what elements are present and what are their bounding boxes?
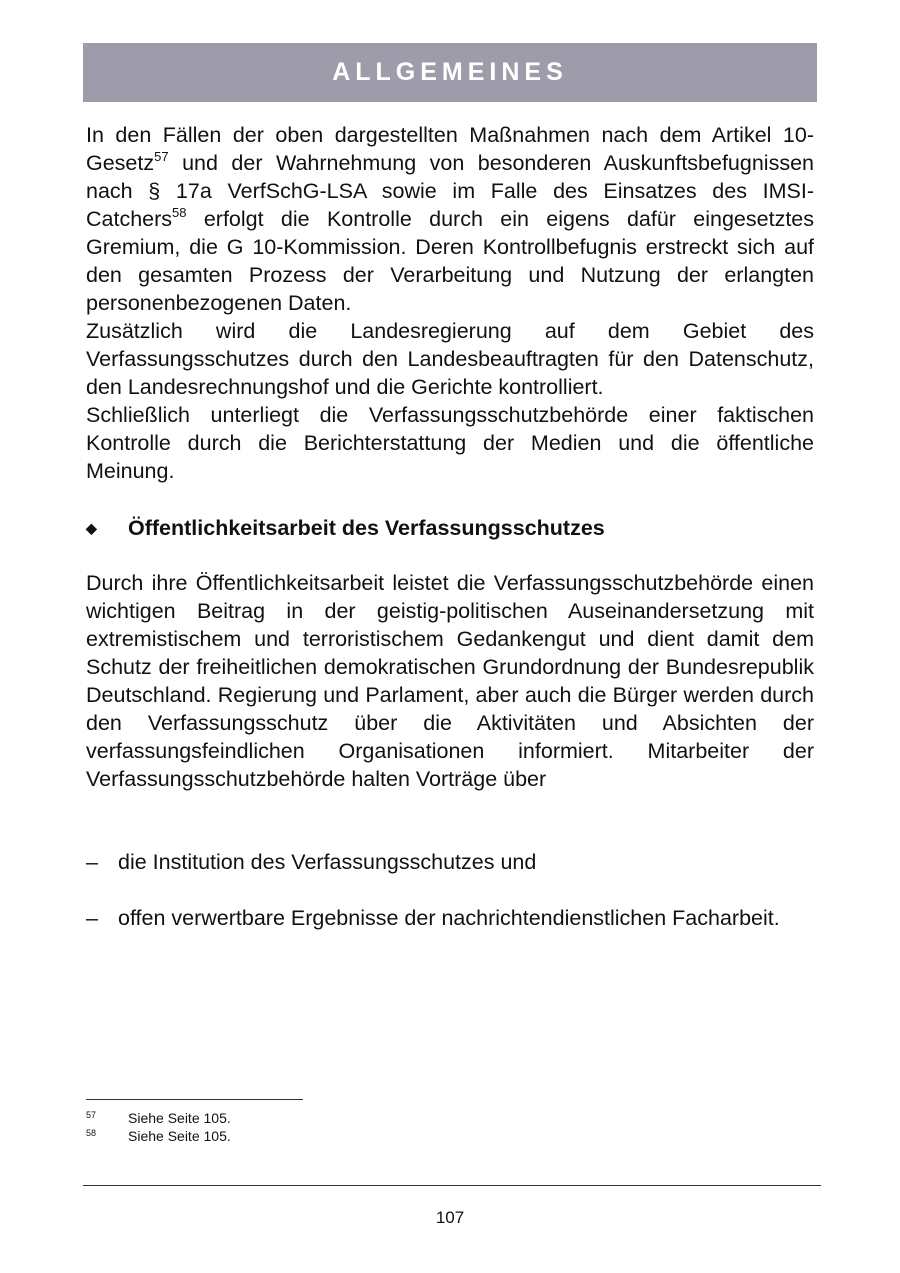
paragraph-text: erfolgt die Kontrolle durch ein eigens dafür eingesetztes Gremium, die G 10-Kommission. Deren Kontrollbefugnis erstreckt sich auf den gesamten Prozess der Verarbeitung und Nutzung der erlangten personenbezogenen Daten. [86, 207, 814, 315]
body-text-section [86, 569, 814, 793]
footnote-ref-57[interactable]: 57 [154, 149, 169, 164]
body-text-intro [86, 121, 814, 485]
footnote-divider [86, 1099, 303, 1100]
paragraph-landesregierung: Zusätzlich wird die Landesregierung auf dem Gebiet des Verfassungsschutzes durch den Landesbeauftragten für den Datenschutz, den Landesrechnungshof und die Gerichte kontrolliert. [86, 319, 814, 399]
footnote-number: 58 [86, 1128, 97, 1138]
list-item [86, 848, 814, 876]
paragraph-medien: Schließlich unterliegt die Verfassungsschutzbehörde einer faktischen Kontrolle durch die Berichterstattung der Medien und die öffentliche Meinung. [86, 403, 814, 483]
list-item-text: offen verwertbare Ergebnisse der nachrichtendienstlichen Facharbeit. [118, 906, 780, 930]
footnote-number: 57 [86, 1110, 97, 1120]
footnote-58 [86, 1127, 486, 1145]
paragraph-control [86, 121, 814, 317]
diamond-bullet-icon: ◆ [86, 520, 97, 536]
footnote-ref-58[interactable]: 58 [172, 205, 187, 220]
footnote-57 [86, 1109, 486, 1127]
section-heading-text: Öffentlichkeitsarbeit des Verfassungsschutzes [128, 516, 605, 540]
list-item [86, 904, 814, 960]
paragraph-text: In den Fällen der oben dargestellten Maßnahmen nach dem Artikel 10-Gesetz [86, 123, 814, 175]
list-item-text: die Institution des Verfassungsschutzes und [118, 850, 537, 874]
paragraph-oeffentlichkeitsarbeit: Durch ihre Öffentlichkeitsarbeit leistet die Verfassungsschutzbehörde einen wichtigen Beitrag in der geistig-politischen Auseinandersetzung mit extremistischem und terroristischem Gedankengut und dient damit dem Schutz der freiheitlichen demokratischen Grundordnung der Bundesrepublik Deutschland. Regierung und Parlament, aber auch die Bürger werden durch den Verfassungsschutz über die Aktivitäten und Absichten der verfassungsfeindlichen Organisationen informiert. Mitarbeiter der Verfassungsschutzbehörde halten Vorträge über [86, 571, 814, 791]
dash-bullet: – [86, 850, 98, 874]
section-header-title: ALLGEMEINES [332, 58, 568, 86]
section-header [83, 43, 817, 102]
page-number: 107 [435, 1208, 465, 1227]
footnote-text: Siehe Seite 105. [128, 1128, 231, 1144]
section-heading [86, 513, 814, 543]
page-footer-divider [83, 1185, 821, 1186]
paragraph-text: und der Wahrnehmung von besonderen Auskunftsbefugnissen nach § 17a VerfSchG-LSA sowie im Falle des Einsatzes des IMSI-Catchers [86, 151, 814, 231]
footnote-text: Siehe Seite 105. [128, 1110, 231, 1126]
dash-bullet: – [86, 906, 98, 930]
